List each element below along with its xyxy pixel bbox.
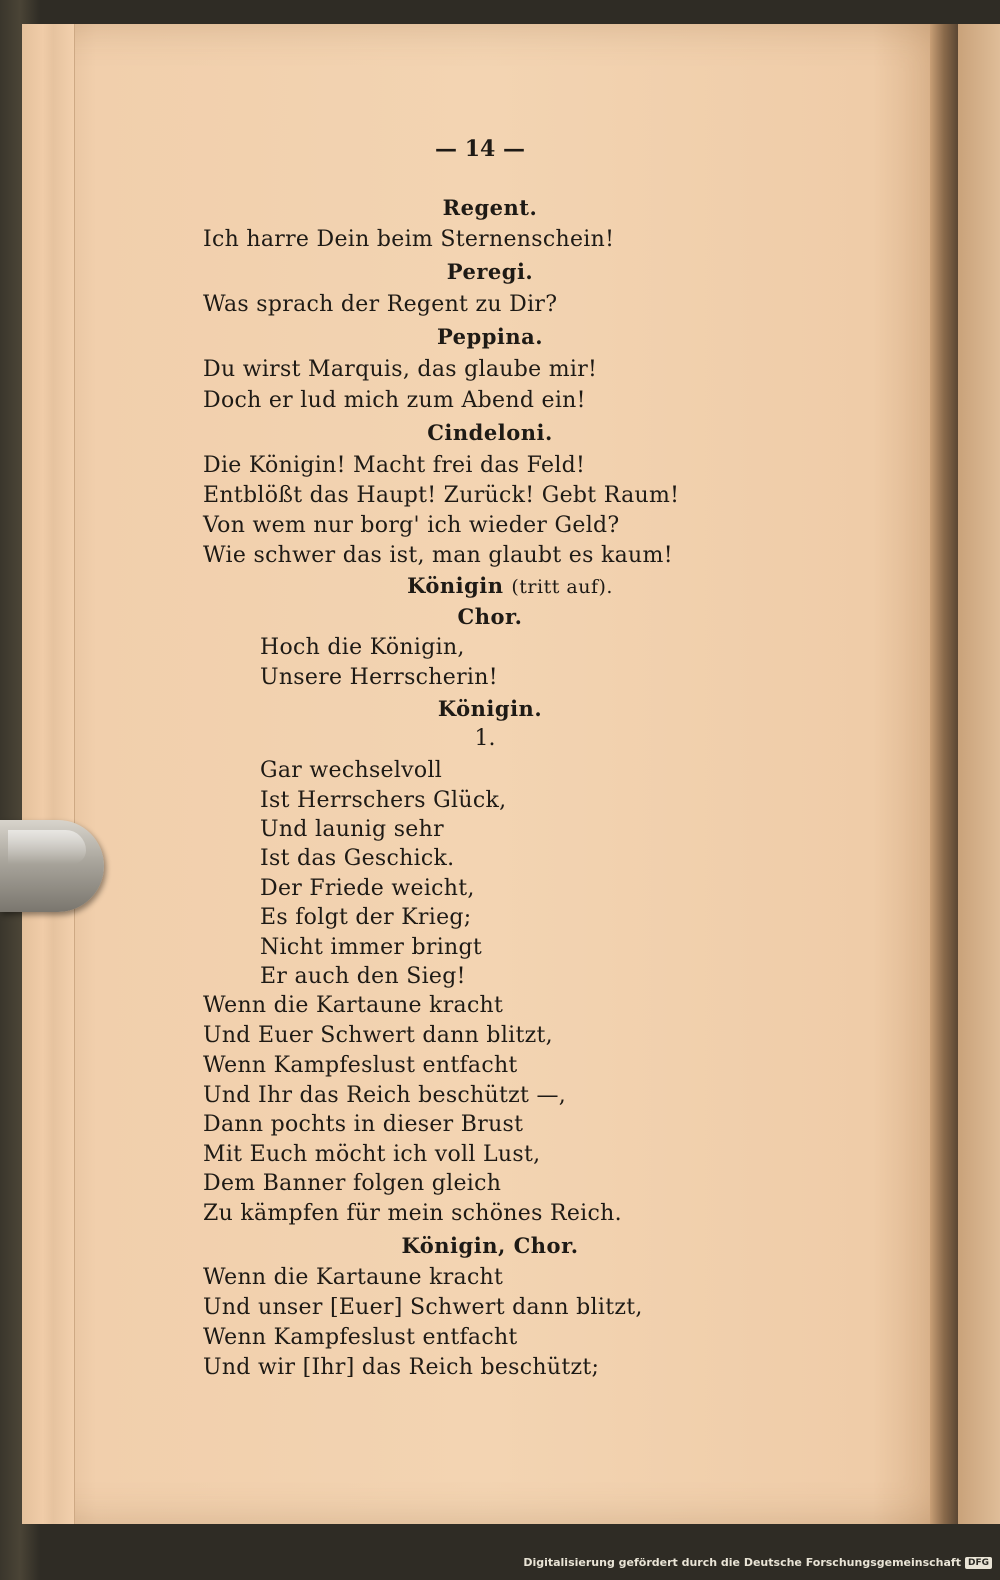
verse-line: Und unser [Euer] Schwert dann blitzt, bbox=[203, 1295, 643, 1320]
verse-line: Dem Banner folgen gleich bbox=[203, 1171, 502, 1196]
speaker-name: Königin bbox=[407, 573, 504, 598]
verse-line: Ist das Geschick. bbox=[260, 846, 455, 871]
verse-line: Die Königin! Macht frei das Feld! bbox=[203, 453, 586, 478]
verse-line: Was sprach der Regent zu Dir? bbox=[203, 292, 558, 317]
verse-line: Und Euer Schwert dann blitzt, bbox=[203, 1023, 553, 1048]
verse-line: Wenn die Kartaune kracht bbox=[203, 1265, 504, 1290]
speaker-koenigin: Königin. bbox=[437, 696, 543, 721]
speaker-chor: Chor. bbox=[457, 604, 523, 629]
page-number: — 14 — bbox=[435, 136, 525, 162]
verse-line: Ist Herrschers Glück, bbox=[260, 788, 507, 813]
stage-direction: (tritt auf). bbox=[511, 576, 613, 598]
digitization-credit bbox=[523, 1556, 992, 1569]
verse-line: Gar wechselvoll bbox=[260, 758, 443, 783]
verse-line: Ich harre Dein beim Sternenschein! bbox=[203, 227, 615, 252]
verse-line: Und wir [Ihr] das Reich beschützt; bbox=[203, 1355, 600, 1380]
credit-text: Digitalisierung gefördert durch die Deutsche Forschungsgemeinschaft bbox=[523, 1556, 961, 1569]
verse-number: 1. bbox=[474, 726, 496, 751]
verse-line: Du wirst Marquis, das glaube mir! bbox=[203, 357, 598, 382]
speaker-peppina: Peppina. bbox=[436, 324, 544, 349]
speaker-koenigin-entrance bbox=[380, 572, 640, 601]
verse-line: Wie schwer das ist, man glaubt es kaum! bbox=[203, 543, 673, 568]
verse-line: Unsere Herrscherin! bbox=[260, 665, 498, 690]
verse-line: Er auch den Sieg! bbox=[260, 964, 466, 989]
verse-line: Hoch die Königin, bbox=[260, 635, 465, 660]
verse-line: Wenn Kampfeslust entfacht bbox=[203, 1325, 518, 1350]
verse-line: Wenn die Kartaune kracht bbox=[203, 993, 504, 1018]
dfg-logo: DFG bbox=[965, 1557, 992, 1569]
verse-line: Mit Euch möcht ich voll Lust, bbox=[203, 1142, 541, 1167]
verse-line: Nicht immer bringt bbox=[260, 935, 483, 960]
verse-line: Entblößt das Haupt! Zurück! Gebt Raum! bbox=[203, 483, 680, 508]
verse-line: Es folgt der Krieg; bbox=[260, 905, 472, 930]
verse-line: Der Friede weicht, bbox=[260, 876, 475, 901]
speaker-regent: Regent. bbox=[442, 195, 538, 220]
verse-line: Dann pochts in dieser Brust bbox=[203, 1112, 524, 1137]
verse-line: Von wem nur borg' ich wieder Geld? bbox=[203, 513, 620, 538]
verse-line: Und Ihr das Reich beschützt —, bbox=[203, 1083, 567, 1108]
speaker-peregi: Peregi. bbox=[446, 259, 534, 284]
speaker-cindeloni: Cindeloni. bbox=[427, 420, 553, 445]
verse-line: Wenn Kampfeslust entfacht bbox=[203, 1053, 518, 1078]
speaker-koenigin-chor: Königin, Chor. bbox=[401, 1233, 579, 1258]
verse-line: Zu kämpfen für mein schönes Reich. bbox=[203, 1201, 622, 1226]
verse-line: Und launig sehr bbox=[260, 817, 444, 842]
verse-line: Doch er lud mich zum Abend ein! bbox=[203, 388, 586, 413]
